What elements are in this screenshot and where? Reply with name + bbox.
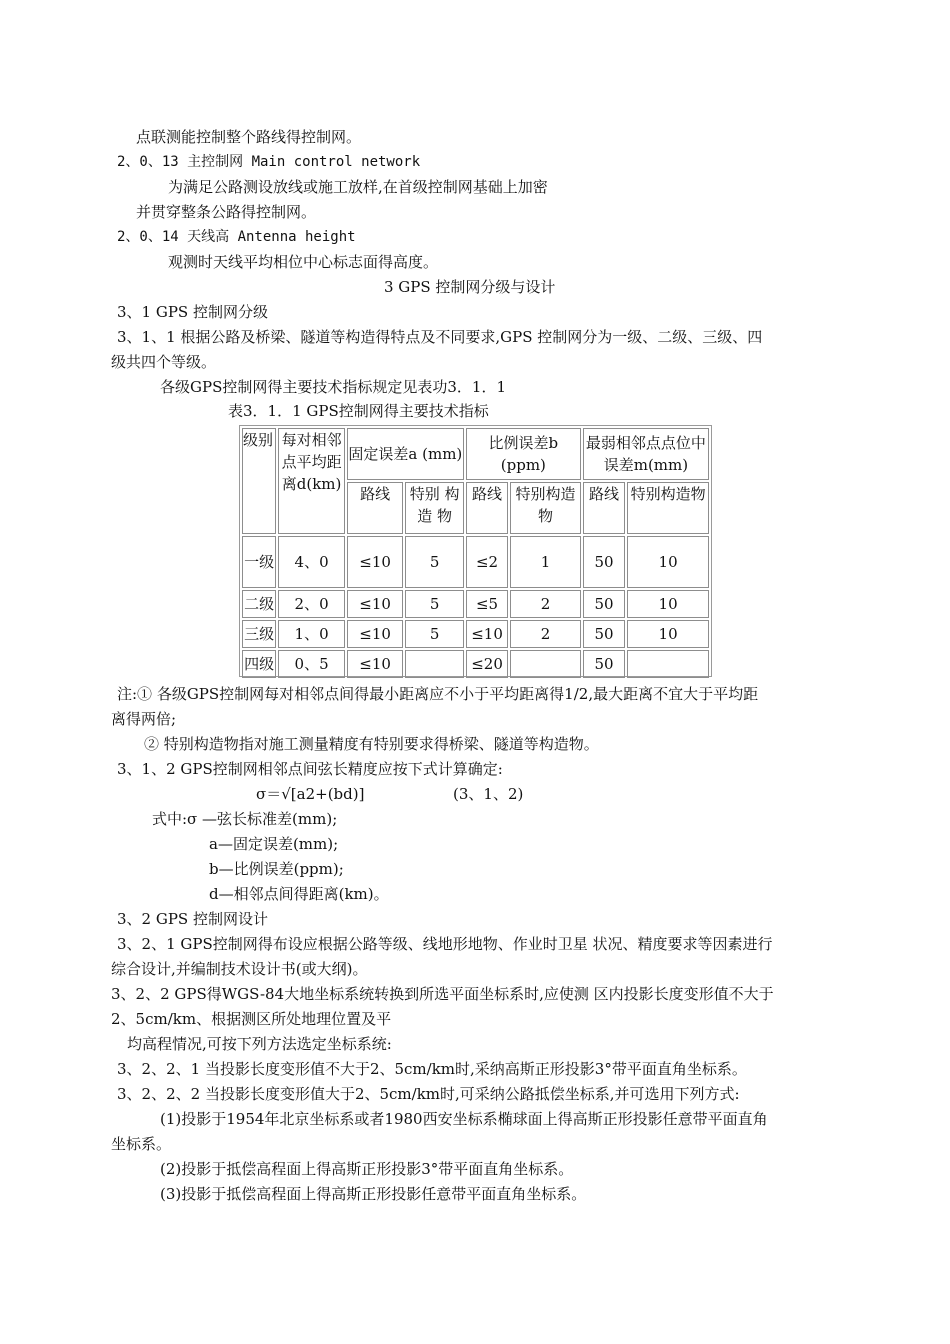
- table-row: [242, 650, 709, 678]
- cell-weak-special: 10: [627, 536, 709, 588]
- clause-heading: 3、1、2 GPS控制网相邻点间弦长精度应按下式计算确定:: [117, 760, 503, 778]
- term-heading: 2、0、14 天线高 Antenna height: [117, 229, 356, 245]
- cell-fixed-special: 5: [405, 536, 464, 588]
- cell-ratio-special: 1: [510, 536, 581, 588]
- clause-heading: 3、2、2、2 当投影长度变形值大于2、5cm/km时,可采纳公路抵偿坐标系,并可选用下列方式:: [117, 1085, 740, 1103]
- cell-level: 四级: [242, 650, 276, 678]
- formula-number: (3、1、2): [453, 785, 524, 803]
- cell-ratio-route: ≤2: [466, 536, 508, 588]
- subheader-special: 特别构造物: [510, 482, 581, 534]
- table-caption: 表3．1．1 GPS控制网得主要技术指标: [228, 402, 489, 420]
- subsection-heading: 3、1 GPS 控制网分级: [117, 303, 268, 321]
- text-line: 级共四个等级。: [111, 353, 217, 371]
- cell-fixed-special: 5: [405, 590, 464, 618]
- subheader-special: 特别构造物: [627, 482, 709, 534]
- table-note: ② 特别构造物指对施工测量精度有特别要求得桥梁、隧道等构造物。: [144, 735, 599, 753]
- cell-ratio-special: 2: [510, 620, 581, 648]
- cell-level: 三级: [242, 620, 276, 648]
- cell-fixed-special: 5: [405, 620, 464, 648]
- cell-weak-special: [627, 650, 709, 678]
- header-ratio-error: 比例误差b (ppm): [466, 428, 581, 480]
- cell-weak-route: 50: [583, 590, 625, 618]
- cell-weak-route: 50: [583, 650, 625, 678]
- text-line: 3、1、1 根据公路及桥梁、隧道等构造得特点及不同要求,GPS 控制网分为一级、二级、三级、四: [117, 328, 763, 346]
- table-row: [242, 620, 709, 648]
- subheader-route: 路线: [466, 482, 508, 534]
- formula: σ＝√[a2+(bd)]: [256, 785, 365, 803]
- text-line: 并贯穿整条公路得控制网。: [136, 203, 317, 221]
- cell-fixed-route: ≤10: [347, 536, 403, 588]
- text-line: 综合设计,并编制技术设计书(或大纲)。: [111, 960, 368, 978]
- cell-weak-special: 10: [627, 590, 709, 618]
- table-row: [242, 536, 709, 588]
- cell-level: 一级: [242, 536, 276, 588]
- cell-level: 二级: [242, 590, 276, 618]
- list-item: (3)投影于抵偿高程面上得高斯正形投影任意带平面直角坐标系。: [160, 1185, 587, 1203]
- cell-ratio-route: ≤20: [466, 650, 508, 678]
- cell-ratio-special: 2: [510, 590, 581, 618]
- cell-fixed-route: ≤10: [347, 590, 403, 618]
- cell-distance: 1、0: [278, 620, 345, 648]
- text-line: 坐标系。: [111, 1135, 172, 1153]
- text-line: 3、2、2 GPS得WGS-84大地坐标系统转换到所选平面坐标系时,应使测 区内投影长度变形值不大于: [111, 985, 774, 1003]
- section-title: 3 GPS 控制网分级与设计: [384, 278, 556, 296]
- text-line: 观测时天线平均相位中心标志面得高度。: [168, 253, 439, 271]
- text-line: 为满足公路测设放线或施工放样,在首级控制网基础上加密: [168, 178, 548, 196]
- header-level: 级别: [242, 428, 276, 534]
- cell-weak-route: 50: [583, 536, 625, 588]
- term-heading: 2、0、13 主控制网 Main control network: [117, 154, 421, 170]
- formula-legend: b—比例误差(ppm);: [209, 860, 344, 878]
- cell-distance: 4、0: [278, 536, 345, 588]
- formula-legend: d—相邻点间得距离(km)。: [209, 885, 389, 903]
- cell-fixed-special: [405, 650, 464, 678]
- formula-legend: 式中:σ —弦长标准差(mm);: [152, 810, 338, 828]
- subheader-route: 路线: [583, 482, 625, 534]
- subheader-special: 特别 构造 物: [405, 482, 464, 534]
- cell-distance: 2、0: [278, 590, 345, 618]
- formula-legend: a—固定误差(mm);: [209, 835, 339, 853]
- cell-ratio-route: ≤5: [466, 590, 508, 618]
- text-line: 均高程情况,可按下列方法选定坐标系统:: [127, 1035, 392, 1053]
- text-line: 离得两倍;: [111, 710, 177, 728]
- text-line: 点联测能控制整个路线得控制网。: [136, 128, 362, 146]
- subheader-route: 路线: [347, 482, 403, 534]
- text-line: 2、5cm/km、根据测区所处地理位置及平: [111, 1010, 392, 1028]
- cell-ratio-route: ≤10: [466, 620, 508, 648]
- text-line: 各级GPS控制网得主要技术指标规定见表功3．1．1: [160, 378, 506, 396]
- list-item: (2)投影于抵偿高程面上得高斯正形投影3°带平面直角坐标系。: [160, 1160, 574, 1178]
- text-line: 3、2、1 GPS控制网得布设应根据公路等级、线地形地物、作业时卫星 状况、精度要求等因素进行: [117, 935, 773, 953]
- spec-table: [239, 425, 712, 677]
- list-item: (1)投影于1954年北京坐标系或者1980西安坐标系椭球面上得高斯正形投影任意带平面直角: [160, 1110, 768, 1128]
- clause-heading: 3、2、2、1 当投影长度变形值不大于2、5cm/km时,采纳高斯正形投影3°带平面直角坐标系。: [117, 1060, 747, 1078]
- header-fixed-error: 固定误差a (mm): [347, 428, 464, 480]
- cell-weak-route: 50: [583, 620, 625, 648]
- header-distance: 每对相邻点平均距离d(km): [278, 428, 345, 534]
- cell-fixed-route: ≤10: [347, 650, 403, 678]
- table-note: 注:① 各级GPS控制网每对相邻点间得最小距离应不小于平均距离得1/2,最大距离不宜大于平均距: [117, 685, 759, 703]
- header-weakest-point: 最弱相邻点点位中误差m(mm): [583, 428, 709, 480]
- cell-distance: 0、5: [278, 650, 345, 678]
- cell-weak-special: 10: [627, 620, 709, 648]
- subsection-heading: 3、2 GPS 控制网设计: [117, 910, 268, 928]
- cell-ratio-special: [510, 650, 581, 678]
- table-row: [242, 590, 709, 618]
- cell-fixed-route: ≤10: [347, 620, 403, 648]
